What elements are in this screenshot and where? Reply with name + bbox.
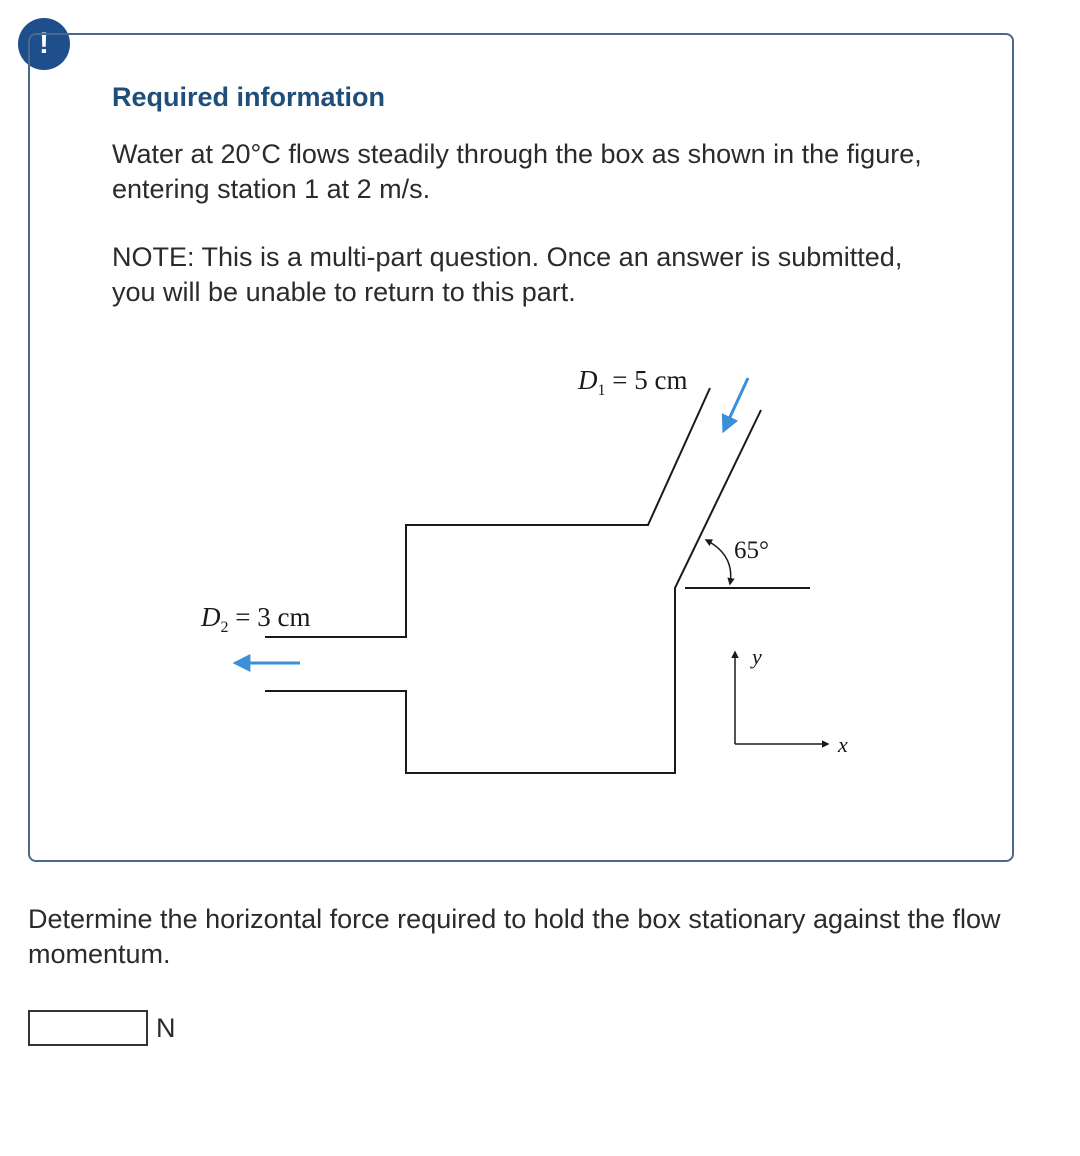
box-top-wall	[265, 388, 710, 637]
y-axis-label: y	[752, 644, 762, 669]
answer-input[interactable]	[28, 1010, 148, 1046]
question-text: Determine the horizontal force required to hold the box stationary against the flow momentum.	[28, 904, 1001, 969]
required-info-title: Required information	[112, 82, 386, 112]
inlet-flow-arrow	[724, 378, 748, 430]
alert-icon: !	[18, 18, 70, 70]
multi-part-note: NOTE: This is a multi-part question. Once an answer is submitted, you will be unable to return to this part.	[112, 242, 903, 307]
angle-label: 65°	[734, 537, 769, 564]
angle-arc	[706, 540, 731, 584]
problem-statement: Water at 20°C flows steadily through the box as shown in the figure, entering station 1 at 2 m/s.	[112, 139, 922, 204]
x-axis-label: x	[838, 732, 848, 757]
d1-label: $D_1 = 5$ cm	[578, 365, 688, 399]
unit-label: N	[156, 1013, 176, 1043]
d2-label: $D_2 = 3$ cm	[201, 602, 311, 636]
box-bottom-wall	[265, 410, 761, 773]
